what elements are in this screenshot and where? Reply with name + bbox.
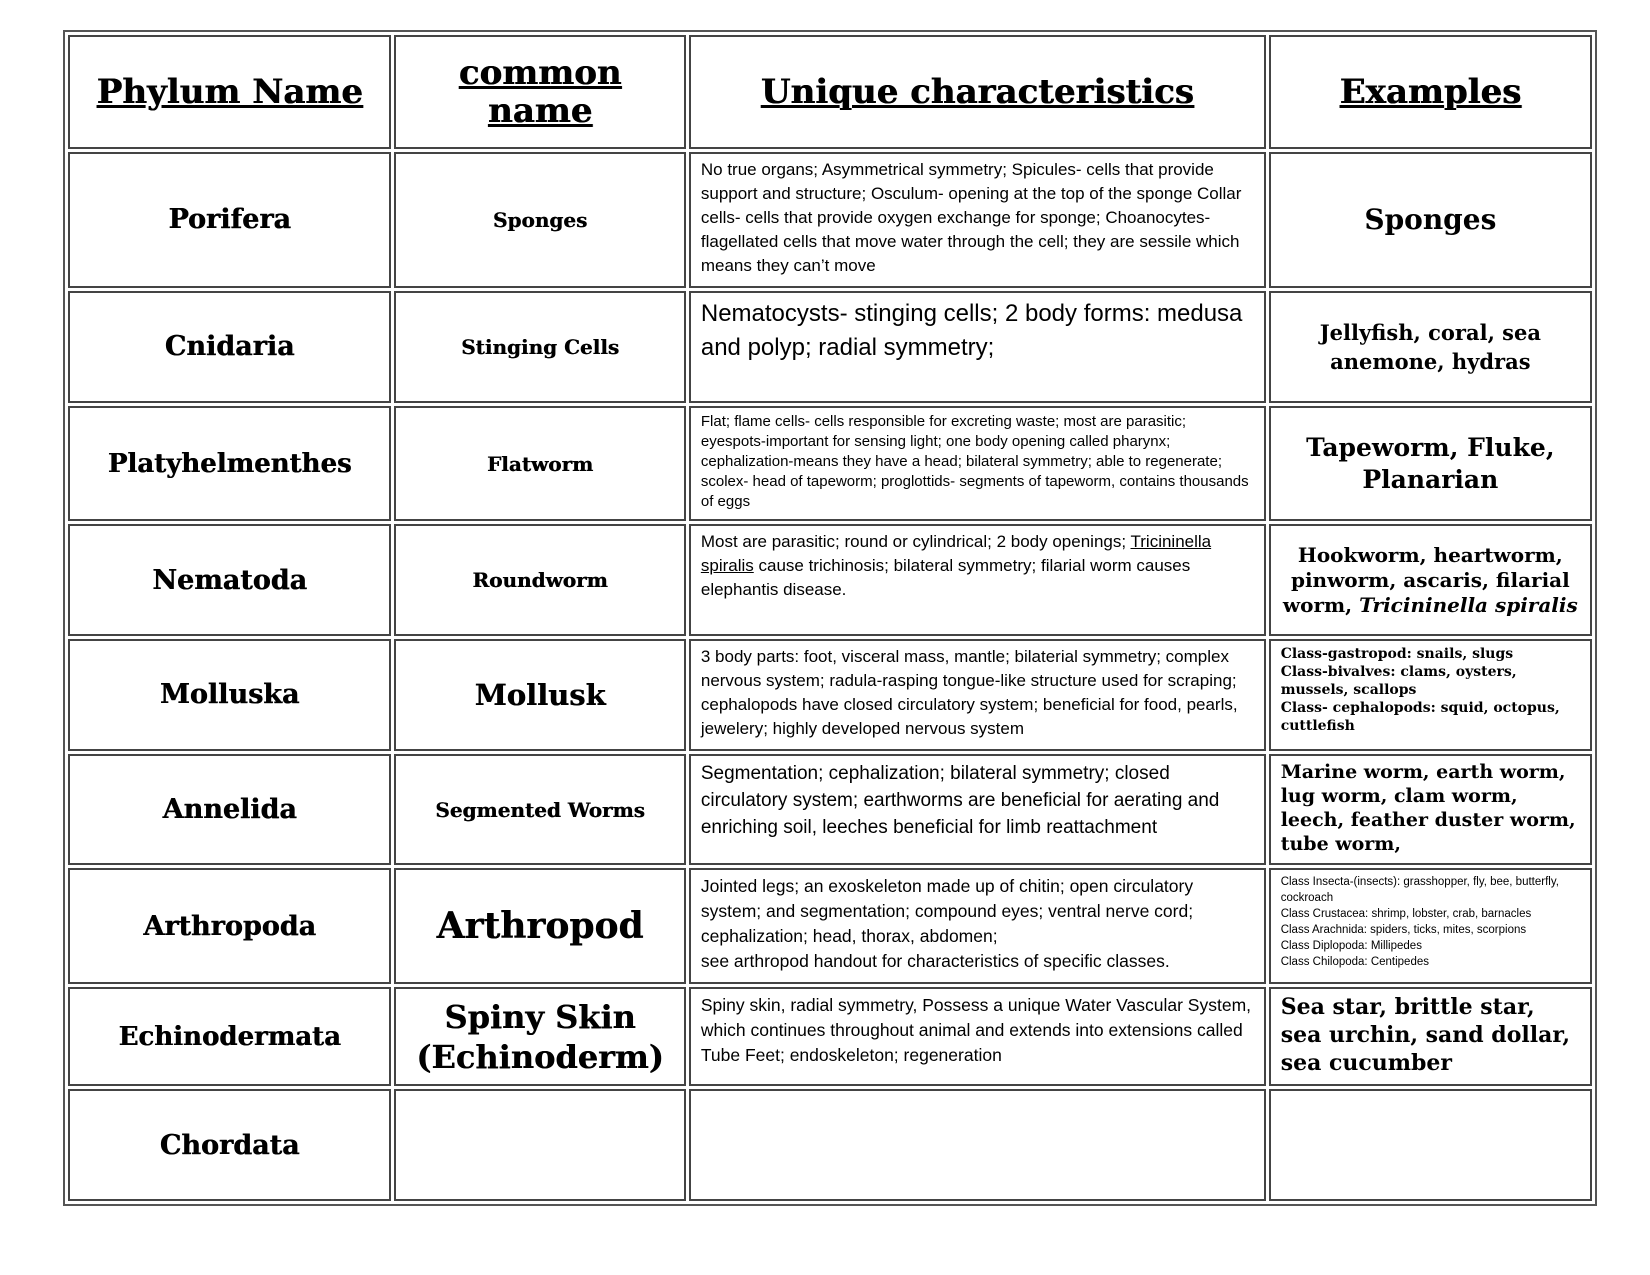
examples-line: Class Crustacea: shrimp, lobster, crab, barnacles bbox=[1280, 908, 1532, 921]
characteristics-cell: Flat; flame cells- cells responsible for excreting waste; most are parasitic; eyespots-important for sensing light; one body opening called pharynx; cephalization-means they have a head; bilateral symmetry; able to regenerate; scolex- head of tapeworm; proglottids- segments of tapeworm, contains thousands of eggs bbox=[689, 406, 1266, 522]
species-name-underlined: Tricininella spiralis bbox=[700, 532, 1212, 576]
table-row-chordata bbox=[68, 1089, 1592, 1201]
characteristics-cell: No true organs; Asymmetrical symmetry; Spicules- cells that provide support and structure; Osculum- opening at the top of the sponge Collar cells- cells that provide oxygen exchange for sponge; Choanocytes- flagellated cells that move water through the cell; they are sessile which means they can’t move bbox=[689, 152, 1266, 288]
phylum-cell: Porifera bbox=[68, 152, 391, 288]
common-name-cell bbox=[394, 1089, 686, 1201]
characteristics-cell: 3 body parts: foot, visceral mass, mantle; bilaterial symmetry; complex nervous system; radula-rasping tongue-like structure used for scraping; cephalopods have closed circulatory system; beneficial for food, pearls, jewelery; highly developed nervous system bbox=[689, 639, 1266, 751]
examples-line: Class Chilopoda: Centipedes bbox=[1280, 956, 1429, 969]
header-unique-characteristics: Unique characteristics bbox=[689, 35, 1266, 149]
common-name-cell: Segmented Worms bbox=[394, 754, 686, 866]
examples-cell: Marine worm, earth worm, lug worm, clam worm, leech, feather duster worm, tube worm, bbox=[1269, 754, 1592, 866]
examples-cell: Sponges bbox=[1269, 152, 1592, 288]
common-name-cell: Sponges bbox=[394, 152, 686, 288]
examples-cell bbox=[1269, 868, 1592, 984]
examples-cell: Jellyfish, coral, sea anemone, hydras bbox=[1269, 291, 1592, 403]
table-row-annelida bbox=[68, 754, 1592, 866]
table-row-arthropoda bbox=[68, 868, 1592, 984]
phylum-cell: Nematoda bbox=[68, 524, 391, 636]
phylum-cell: Molluska bbox=[68, 639, 391, 751]
phylum-cell: Cnidaria bbox=[68, 291, 391, 403]
characteristics-line: see arthropod handout for characteristics of specific classes. bbox=[700, 951, 1170, 972]
common-name-line: Spiny Skin bbox=[444, 997, 636, 1036]
table-row-platyhelmenthes bbox=[68, 406, 1592, 522]
common-name-cell: Flatworm bbox=[394, 406, 686, 522]
examples-cell bbox=[1269, 524, 1592, 636]
table-row-cnidaria bbox=[68, 291, 1592, 403]
table-row-molluska bbox=[68, 639, 1592, 751]
examples-cell bbox=[1269, 1089, 1592, 1201]
table-row-porifera bbox=[68, 152, 1592, 288]
characteristics-cell: Spiny skin, radial symmetry, Possess a unique Water Vascular System, which continues throughout animal and extends into extensions called Tube Feet; endoskeleton; regeneration bbox=[689, 987, 1266, 1086]
examples-line: Class Insecta-(insects): grasshopper, fly, bee, butterfly, cockroach bbox=[1280, 876, 1559, 905]
header-phylum-name: Phylum Name bbox=[68, 35, 391, 149]
common-name-line: (Echinoderm) bbox=[416, 1037, 664, 1076]
characteristics-cell bbox=[689, 868, 1266, 984]
examples-line: Class Arachnida: spiders, ticks, mites, scorpions bbox=[1280, 924, 1527, 937]
phylum-cell: Arthropoda bbox=[68, 868, 391, 984]
species-name-italic: Tricininella spiralis bbox=[1359, 592, 1578, 617]
characteristics-text: Most are parasitic; round or cylindrical; 2 body openings; bbox=[700, 532, 1131, 552]
characteristics-cell: Nematocysts- stinging cells; 2 body forms: medusa and polyp; radial symmetry; bbox=[689, 291, 1266, 403]
phylum-cell: Annelida bbox=[68, 754, 391, 866]
examples-cell: Sea star, brittle star, sea urchin, sand dollar, sea cucumber bbox=[1269, 987, 1592, 1086]
table-row-echinodermata bbox=[68, 987, 1592, 1086]
phylum-cell: Chordata bbox=[68, 1089, 391, 1201]
characteristics-cell: Segmentation; cephalization; bilateral symmetry; closed circulatory system; earthworms are beneficial for aerating and enriching soil, leeches beneficial for limb reattachment bbox=[689, 754, 1266, 866]
examples-line: Class-gastropod: snails, slugs bbox=[1280, 646, 1514, 663]
phylum-table bbox=[63, 30, 1597, 1206]
examples-cell bbox=[1269, 639, 1592, 751]
examples-cell: Tapeworm, Fluke, Planarian bbox=[1269, 406, 1592, 522]
characteristics-cell bbox=[689, 524, 1266, 636]
examples-line: Class- cephalopods: squid, octopus, cuttlefish bbox=[1280, 700, 1560, 735]
characteristics-cell bbox=[689, 1089, 1266, 1201]
examples-line: Class-bivalves: clams, oysters, mussels, scallops bbox=[1280, 664, 1517, 699]
characteristics-text: cause trichinosis; bilateral symmetry; filarial worm causes elephantis disease. bbox=[700, 556, 1191, 600]
examples-line: Class Diplopoda: Millipedes bbox=[1280, 940, 1422, 953]
common-name-cell bbox=[394, 987, 686, 1086]
characteristics-line: Jointed legs; an exoskeleton made up of chitin; open circulatory system; and segmentation; compound eyes; ventral nerve cord; cephalization; head, thorax, abdomen; bbox=[700, 876, 1194, 947]
common-name-cell: Mollusk bbox=[394, 639, 686, 751]
examples-text: Hookworm, heartworm, pinworm, ascaris, filarial worm, bbox=[1282, 542, 1570, 617]
common-name-cell: Roundworm bbox=[394, 524, 686, 636]
phylum-cell: Platyhelmenthes bbox=[68, 406, 391, 522]
common-name-cell: Arthropod bbox=[394, 868, 686, 984]
phylum-cell: Echinodermata bbox=[68, 987, 391, 1086]
table-row-nematoda bbox=[68, 524, 1592, 636]
common-name-cell: Stinging Cells bbox=[394, 291, 686, 403]
header-examples: Examples bbox=[1269, 35, 1592, 149]
header-row bbox=[68, 35, 1592, 149]
header-common-name: common name bbox=[394, 35, 686, 149]
